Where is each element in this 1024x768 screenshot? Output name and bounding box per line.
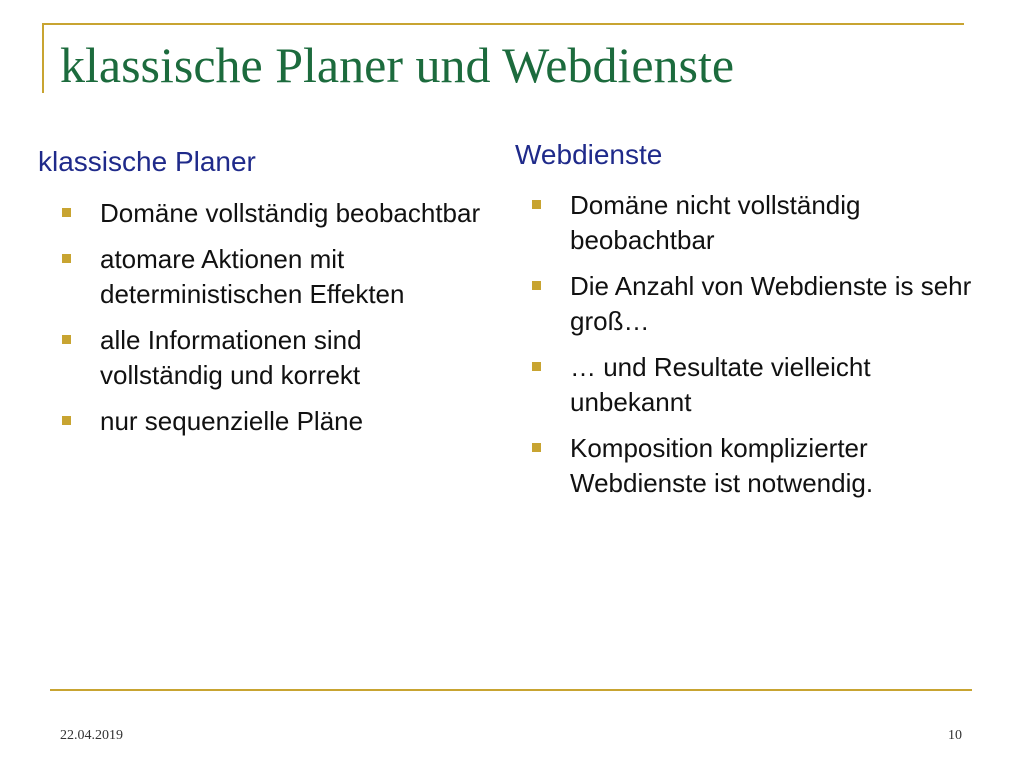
title-frame-top-line <box>42 23 964 25</box>
square-bullet-icon <box>532 362 541 371</box>
bullet-text: alle Informationen sind vollständig und korrekt <box>100 325 362 390</box>
square-bullet-icon <box>62 416 71 425</box>
list-item <box>62 242 482 312</box>
square-bullet-icon <box>62 254 71 263</box>
footer-date: 22.04.2019 <box>60 728 123 743</box>
page-number: 10 <box>948 728 962 743</box>
right-bullet-list <box>532 188 972 512</box>
list-item <box>62 404 482 439</box>
bullet-text: atomare Aktionen mit deterministischen Effekten <box>100 244 405 309</box>
square-bullet-icon <box>532 200 541 209</box>
bullet-text: Die Anzahl von Webdienste is sehr groß… <box>570 271 972 336</box>
list-item <box>532 350 972 420</box>
left-bullet-list <box>62 196 482 450</box>
title-frame-left-line <box>42 23 44 93</box>
bullet-text: nur sequenzielle Pläne <box>100 406 364 436</box>
bullet-text: Domäne vollständig beobachtbar <box>100 198 481 228</box>
list-item <box>62 323 482 393</box>
slide-title: klassische Planer und Webdienste <box>60 37 735 93</box>
list-item <box>532 269 972 339</box>
square-bullet-icon <box>532 443 541 452</box>
list-item <box>532 431 972 501</box>
list-item <box>532 188 972 258</box>
footer-divider <box>50 689 972 691</box>
bullet-text: Komposition komplizierter Webdienste ist notwendig. <box>570 433 874 498</box>
left-column-heading: klassische Planer <box>38 146 256 177</box>
list-item <box>62 196 482 231</box>
square-bullet-icon <box>62 335 71 344</box>
square-bullet-icon <box>532 281 541 290</box>
bullet-text: Domäne nicht vollständig beobachtbar <box>570 190 861 255</box>
square-bullet-icon <box>62 208 71 217</box>
bullet-text: … und Resultate vielleicht unbekannt <box>570 352 871 417</box>
right-column-heading: Webdienste <box>515 139 663 170</box>
